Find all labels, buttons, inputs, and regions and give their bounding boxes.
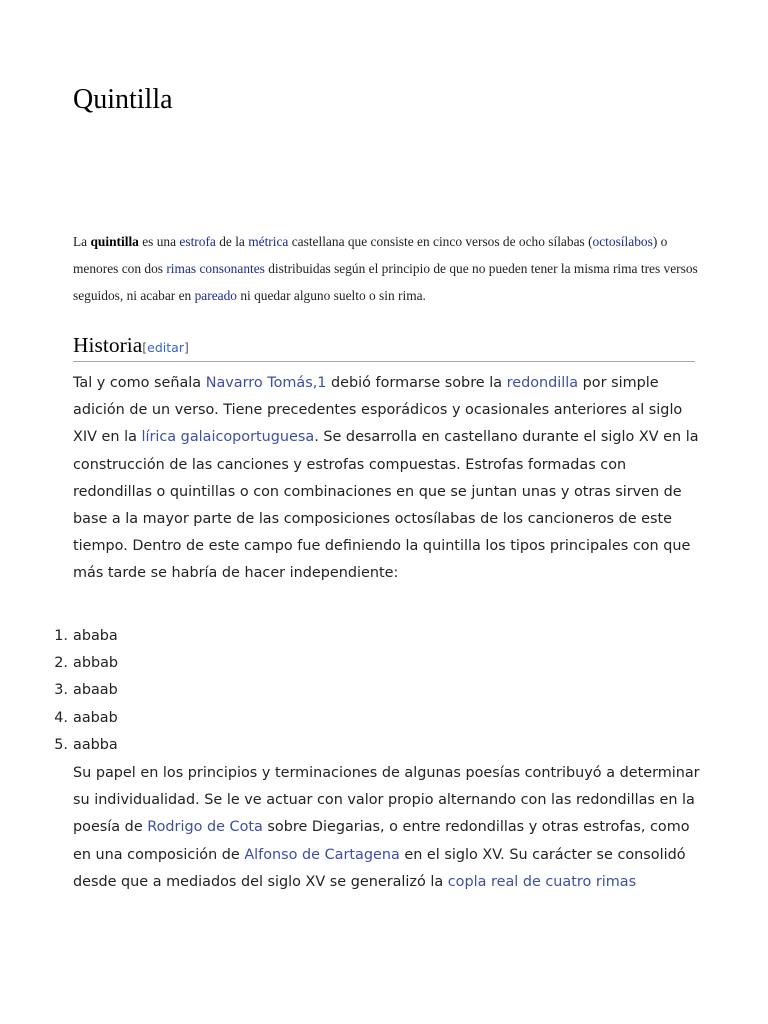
section-heading-historia (73, 332, 695, 362)
list-item (54, 623, 118, 650)
paragraph-text: por simple adición de un verso. Tiene precedentes esporádicos y ocasionales anteriores al siglo XIV en la (73, 375, 683, 446)
rhyme-scheme: aabab (73, 709, 118, 726)
link-redondilla[interactable]: redondilla (506, 375, 579, 391)
link-alfonso-de-cartagena[interactable]: Alfonso de Cartagena (244, 846, 400, 863)
link-metrica[interactable]: métrica (248, 234, 289, 249)
historia-paragraph-2 (73, 760, 703, 896)
link-pareado[interactable]: pareado (194, 288, 237, 303)
list-number: 3. (54, 682, 68, 699)
paragraph-text: Su papel en los principios y terminaciones de algunas poesías contribuyó a determinar su individualidad. Se le ve actuar con valor propio alternando con las redondillas en la poesía de (73, 765, 700, 836)
list-item (54, 650, 119, 677)
lead-text: ) o menores con dos (73, 234, 668, 276)
link-lirica-galaicoportuguesa[interactable]: lírica galaicoportuguesa (141, 429, 315, 446)
rhyme-scheme: ababa (73, 628, 118, 644)
lead-paragraph (73, 228, 703, 309)
paragraph-text: sobre Diegarias, o entre redondillas y otras estrofas, como en una composición de (73, 819, 690, 863)
list-item (54, 705, 118, 732)
lead-text: La (73, 234, 91, 249)
link-copla-real[interactable]: copla real de cuatro rimas (447, 873, 637, 890)
link-octosilabos[interactable]: octosílabos (592, 234, 653, 249)
paragraph-text: Tal y como señala (73, 375, 206, 391)
lead-text: castellana que consiste en cinco versos de ocho sílabas ( (288, 234, 593, 249)
lead-text: ni quedar alguno suelto o sin rima. (236, 288, 426, 303)
list-item (54, 732, 118, 759)
list-number: 2. (54, 655, 68, 672)
edit-bracket-close: ] (183, 340, 189, 355)
rhyme-scheme: aabba (73, 736, 118, 753)
list-number: 4. (54, 709, 68, 726)
list-number: 5. (54, 736, 68, 753)
lead-text: distribuidas según el principio de que no pueden tener la misma rima tres versos seguidos, ni acabar en (73, 261, 698, 303)
edit-section-link[interactable]: editar (147, 340, 184, 355)
paragraph-text: . Se desarrolla en castellano durante el siglo XV en la construcción de las canciones y estrofas compuestas. Estrofas formadas con redondillas o quintillas o con combinaciones en que se juntan unas y otras sirven de base a la mayor parte de las composiciones octosílabas de los cancioneros de este tiempo. Dentro de este campo fue definiendo la quintilla los tipos principales con que más tarde se habría de hacer independiente: (73, 429, 699, 582)
rhyme-scheme: abbab (73, 655, 119, 672)
lead-bold-term: quintilla (90, 234, 139, 249)
link-rodrigo-de-cota[interactable]: Rodrigo de Cota (147, 819, 263, 836)
link-rimas-consonantes[interactable]: rimas consonantes (166, 261, 265, 276)
rhyme-scheme-list (54, 623, 119, 759)
paragraph-text: en el siglo XV. Su carácter se consolidó desde que a mediados del siglo XV se generalizó la (73, 846, 686, 890)
historia-paragraph-1 (73, 370, 703, 588)
paragraph-text: debió formarse sobre la (326, 375, 507, 391)
section-title: Historia (73, 333, 143, 357)
lead-text: de la (215, 234, 249, 249)
edit-section (142, 340, 189, 355)
rhyme-scheme: abaab (73, 682, 118, 699)
page-title: Quintilla (73, 84, 173, 115)
edit-bracket-open: [ (142, 340, 148, 355)
list-item (54, 677, 118, 704)
link-navarro-tomas[interactable]: Navarro Tomás,1 (205, 375, 327, 391)
link-estrofa[interactable]: estrofa (179, 234, 216, 249)
lead-text: es una (138, 234, 180, 249)
list-number: 1. (54, 628, 68, 644)
